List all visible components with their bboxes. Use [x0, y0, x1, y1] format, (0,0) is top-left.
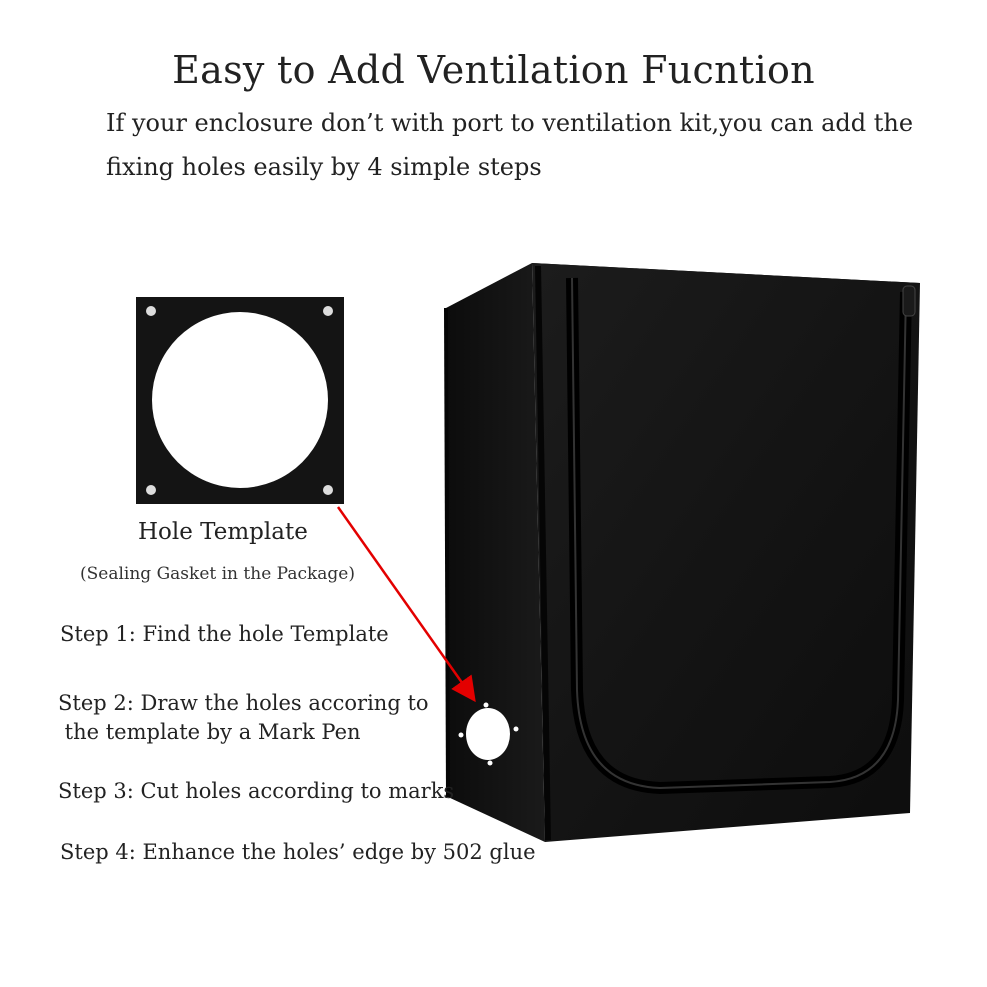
- step-3: Step 3: Cut holes according to marks: [58, 779, 455, 803]
- gasket-template-icon: [136, 297, 344, 504]
- step-1: Step 1: Find the hole Template: [60, 622, 389, 646]
- page-subtitle: [106, 101, 946, 189]
- template-label: Hole Template: [138, 519, 308, 545]
- black-enclosure-icon: [446, 263, 920, 842]
- template-note: (Sealing Gasket in the Package): [80, 564, 355, 584]
- subtitle-line-1: If your enclosure don’t with port to ventilation kit,you can add the: [106, 109, 914, 137]
- step-4: Step 4: Enhance the holes’ edge by 502 glue: [60, 840, 536, 864]
- step-2-line-1: Step 2: Draw the holes accoring to: [58, 691, 429, 715]
- step-2-line-2: the template by a Mark Pen: [58, 720, 361, 744]
- step-2: [58, 689, 429, 747]
- subtitle-line-2: fixing holes easily by 4 simple steps: [106, 153, 542, 181]
- page-title: Easy to Add Ventilation Fucntion: [172, 48, 815, 92]
